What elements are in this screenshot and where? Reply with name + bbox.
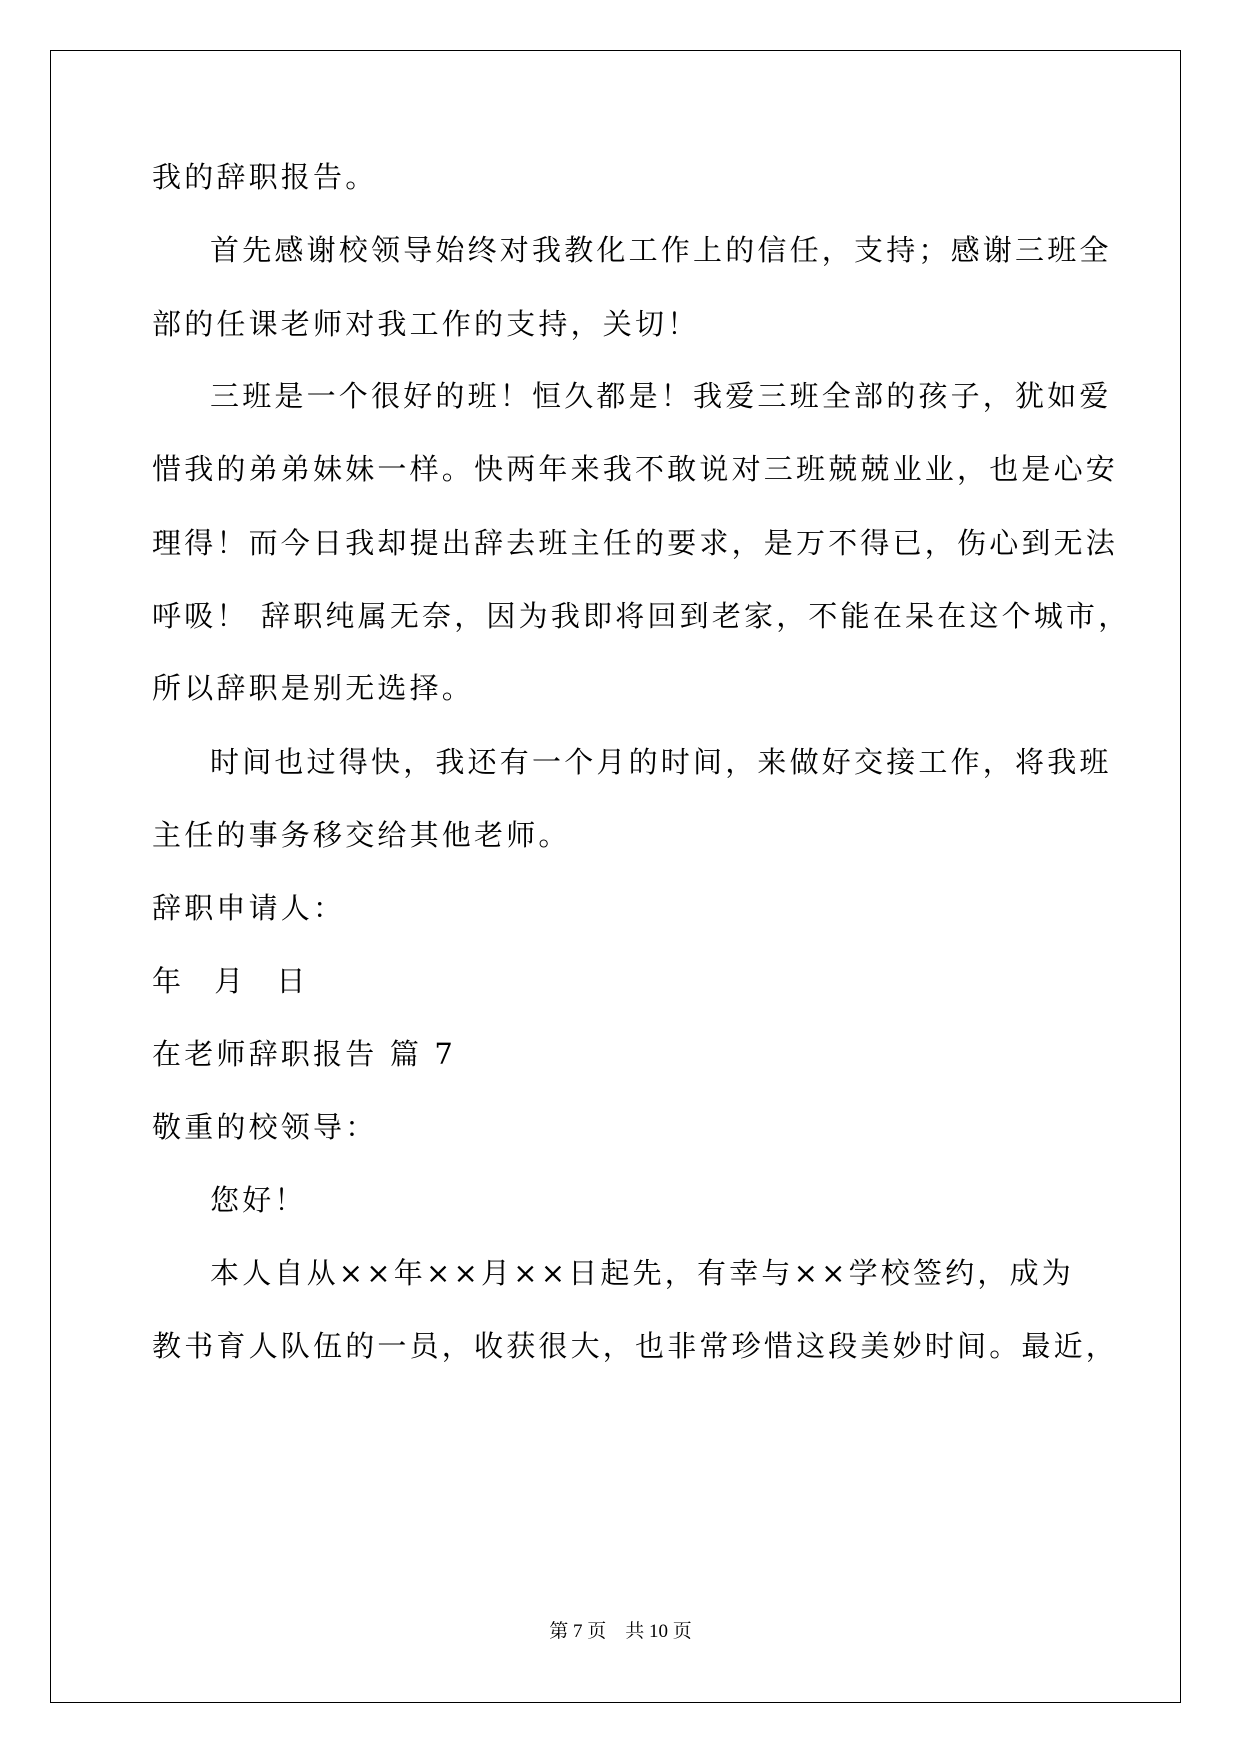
text-line: 我的辞职报告。 bbox=[152, 160, 378, 194]
section-heading: 在老师辞职报告 篇 7 bbox=[152, 1037, 457, 1071]
text-line: 部的任课老师对我工作的支持，关切！ bbox=[152, 307, 700, 341]
page-border bbox=[50, 50, 1181, 1703]
text-line: 首先感谢校领导始终对我教化工作上的信任，支持；感谢三班全 bbox=[210, 233, 1112, 267]
text-line: 三班是一个很好的班！恒久都是！我爱三班全部的孩子，犹如爱 bbox=[210, 379, 1112, 413]
page-number-footer: 第 7 页 共 10 页 bbox=[549, 1621, 692, 1642]
text-line: 时间也过得快，我还有一个月的时间，来做好交接工作，将我班 bbox=[210, 745, 1112, 779]
greeting: 您好！ bbox=[210, 1183, 307, 1217]
text-line: 惜我的弟弟妹妹一样。快两年来我不敢说对三班兢兢业业，也是心安 bbox=[152, 452, 1119, 486]
text-line: 主任的事务移交给其他老师。 bbox=[152, 818, 571, 852]
text-line: 辞职申请人： bbox=[152, 891, 346, 925]
text-line: 教书育人队伍的一员，收获很大，也非常珍惜这段美妙时间。最近， bbox=[152, 1329, 1119, 1363]
text-line: 所以辞职是别无选择。 bbox=[152, 671, 475, 705]
salutation: 敬重的校领导： bbox=[152, 1110, 378, 1144]
text-line: 本人自从××年××月××日起先，有幸与××学校签约，成为 bbox=[210, 1256, 1074, 1290]
date-line: 年 月 日 bbox=[152, 964, 318, 998]
text-line: 理得！而今日我却提出辞去班主任的要求，是万不得已，伤心到无法 bbox=[152, 526, 1119, 560]
text-line: 呼吸！ 辞职纯属无奈，因为我即将回到老家，不能在呆在这个城市， bbox=[152, 599, 1131, 633]
